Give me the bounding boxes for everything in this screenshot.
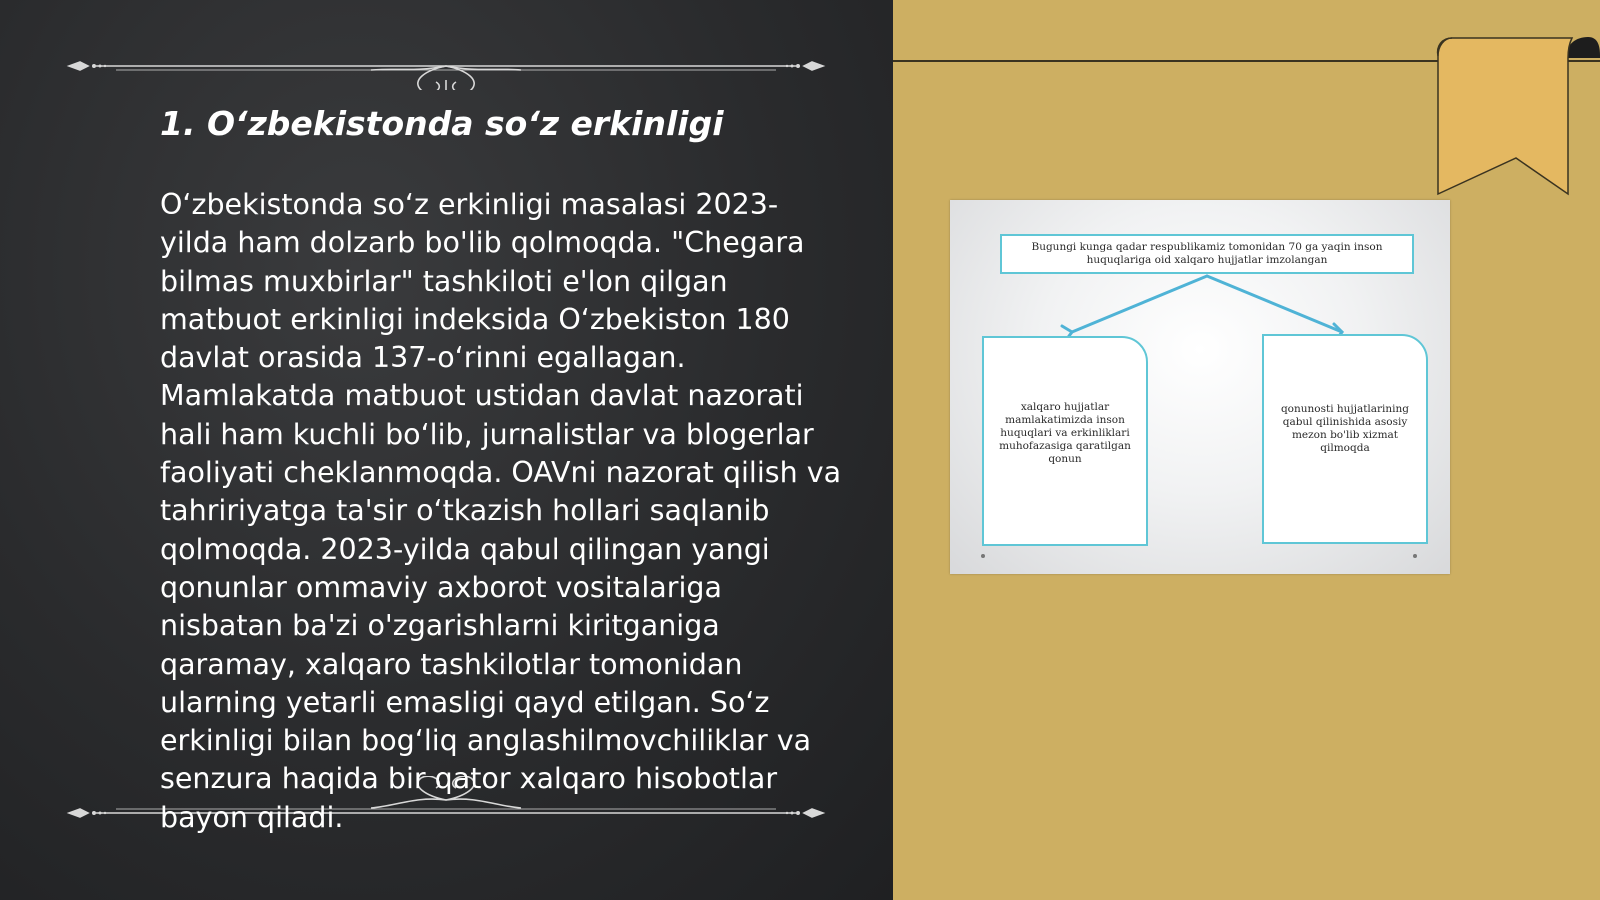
slide-body-text: O‘zbekistonda so‘z erkinligi masalasi 2023-yilda ham dolzarb bo'lib qolmoqda. "Chegara bilmas muxbirlar" tashkiloti e'lon qilgan matbuot erkinligi indeksida O‘zbekiston 180 davlat orasida 137-o‘rinni egallagan. Mamlakatda matbuot ustidan davlat nazorati hali ham kuchli bo‘lib, jurnalistlar va blogerlar faoliyati cheklanmoqda. OAVni nazorat qilish va tahririyatga ta'sir o‘tkazish hollari saqlanib qolmoqda. 2023-yilda qabul qilingan yangi qonunlar ommaviy axborot vositalariga nisbatan ba'zi o'zgarishlarni kiritganiga qaramay, xalqaro tashkilotlar tomonidan ularning yetarli emasligi qayd etilgan. So‘z erkinligi bilan bog‘liq anglashilmovchiliklar va senzura haqida bir qator xalqaro hisobotlar bayon qiladi.: [160, 188, 842, 834]
diagram-left-text: xalqaro hujjatlar mamlakatimizda inson huquqlari va erkinliklari muhofazasiga qaratilgan qonun: [999, 400, 1131, 465]
ribbon-bookmark-icon: [1430, 34, 1600, 204]
diagram-right-box: [1262, 334, 1428, 544]
ornament-divider-top-icon: [66, 40, 826, 90]
diagram-header-box: [1000, 234, 1414, 274]
diagram-left-box: [982, 336, 1148, 546]
diagram-dot-left: [981, 554, 985, 558]
diagram-right-text: qonunosti hujjatlarining qabul qilinishida asosiy mezon bo'lib xizmat qilmoqda: [1280, 403, 1410, 454]
slide-title: 1. O‘zbekistonda so‘z erkinligi: [160, 104, 724, 143]
diagram-header-text: Bugungi kunga qadar respublikamiz tomonidan 70 ga yaqin inson huquqlariga oid xalqaro hujjatlar imzolangan: [1031, 241, 1383, 266]
diagram-dot-right: [1413, 554, 1417, 558]
diagram-figure: [950, 200, 1450, 574]
